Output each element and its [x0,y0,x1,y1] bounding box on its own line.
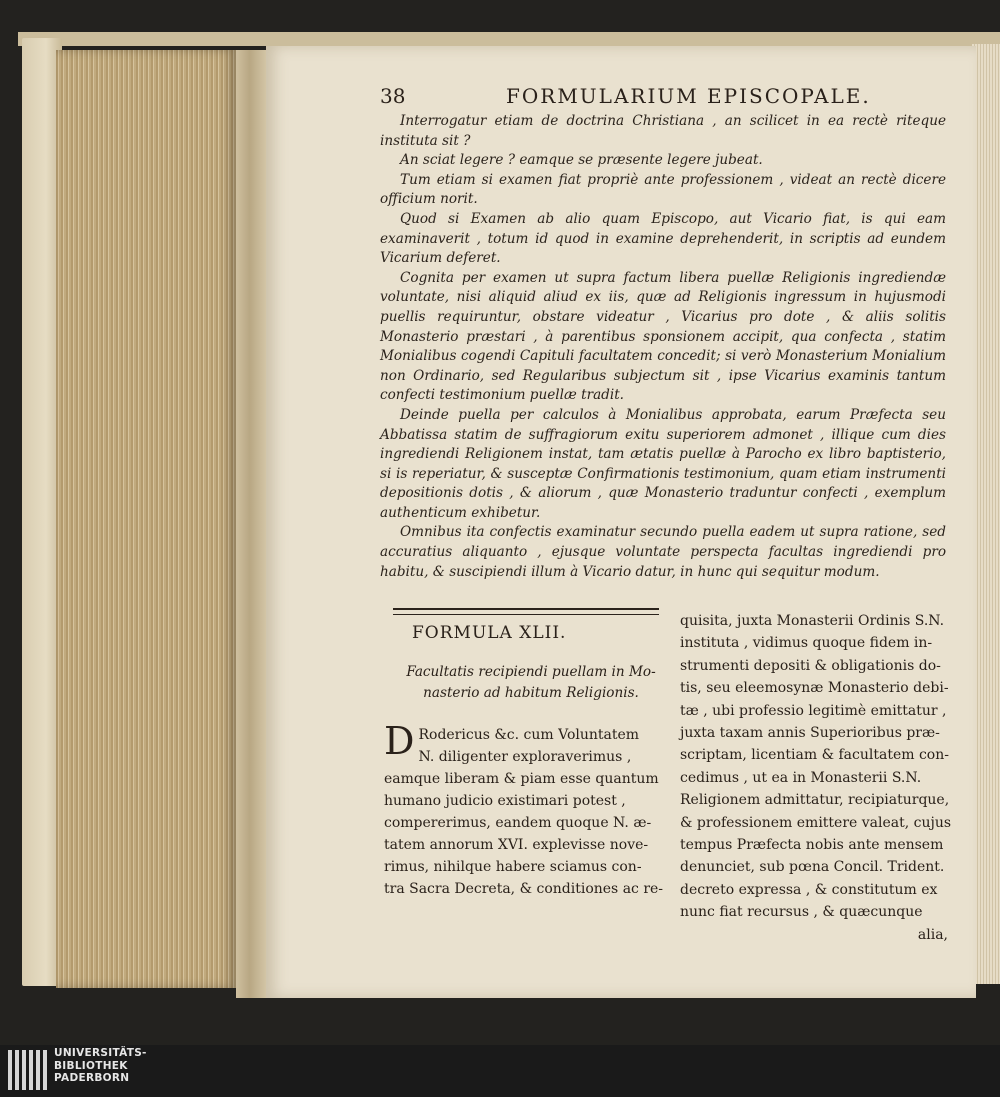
formula-left-column [384,719,666,900]
page-header [380,84,940,110]
text-line: juxta taxam annis Superioribus præ- [680,725,940,742]
text-line: & professionem emittere valeat, cujus [680,814,952,831]
text-line: scriptam, licentiam & facultatem con- [680,747,949,764]
logo-line: BIBLIOTHEK [54,1059,128,1072]
subheading-line: nasterio ad habitum Religionis. [423,685,639,701]
italic-text-block [380,112,946,582]
running-title: FORMULARIUM EPISCOPALE. [506,84,871,108]
logo-line: PADERBORN [54,1072,130,1084]
text-line: tæ , ubi professio legitimè emittatur , [680,702,947,719]
logo-line: UNIVERSITÄTS- [54,1047,147,1059]
text-line: strumenti depositi & obligationis do- [680,657,941,674]
section-rule-thin [393,614,659,615]
section-rule [393,608,659,610]
paragraph: An sciat legere ? eamque se præsente legere jubeat. [400,152,763,169]
book-gutter [236,50,270,998]
text-line: eamque liberam & piam esse quantum [384,771,659,787]
book-board-top [18,32,1000,46]
page-edges-right [972,44,1000,984]
paragraph: Omnibus ita confectis examinatur secundo puella eadem ut supra ratione, sed accuratius aliquanto , ejusque voluntate perspecta facultas ingrediendi pro habitu, & suscipiendi illum à Vicario datur, in hunc qui sequitur modum. [380,524,946,580]
page-number: 38 [380,84,406,108]
text-line: rimus, nihilque habere sciamus con- [384,859,642,875]
page-edges-left [56,50,236,988]
text-line: Rodericus &c. cum Voluntatem [418,727,640,743]
text-line: Religionem admittatur, recipiaturque, [680,792,950,809]
text-line: instituta , vidimus quoque fidem in- [680,635,933,652]
text-line: denunciet, sub pœna Concil. Trident. [680,859,945,876]
text-line: alia, [917,926,948,943]
university-library-barcode-logo-icon [8,1050,48,1090]
library-logo-text [54,1047,254,1085]
paragraph: Cognita per examen ut supra factum libera puellæ Religionis ingrediendæ voluntate, nisi aliquid aliud ex iis, quæ ad Religionis ingressum in hujusmodi puellis requiruntur, obstare videatur , Vicarius pro dote , & aliis solitis Monasterio præstari , à parentibus sponsionem accipit, qua confecta , statim Monialibus cogendi Capituli facultatem concedit; si verò Monasterium Monialium non Ordinario, sed Regularibus subjectum sit , ipse Vicarius examinis tantum confecti testimonium puellæ tradit. [380,269,946,404]
paragraph: Quod si Examen ab alio quam Episcopo, aut Vicario fiat, is qui eam examinaverit , totum id quod in examine deprehenderit, in scriptis ad eundem Vicarium deferet. [380,210,946,267]
subheading-line: Facultatis recipiendi puellam in Mo- [406,664,656,680]
text-line: tis, seu eleemosynæ Monasterio debi- [680,680,949,697]
text-line: compererimus, eandem quoque N. æ- [384,815,652,831]
formula-heading: FORMULA XLII. [412,623,567,643]
paragraph: Tum etiam si examen fiat propriè ante professionem , videat an rectè dicere officium norit. [380,171,946,208]
paragraph: Interrogatur etiam de doctrina Christiana , an scilicet in ea rectè riteque instituta sit ? [380,113,946,149]
formula-right-column [680,610,952,946]
text-line: nunc fiat recursus , & quæcunque [680,904,923,921]
text-line: cedimus , ut ea in Monasterii S.N. [680,769,922,786]
formula-subheading [396,662,666,704]
text-line: N. diligenter exploraverimus , [418,749,632,765]
drop-cap: D [384,719,415,763]
text-line: tempus Præfecta nobis ante mensem [680,837,944,854]
paragraph: Deinde puella per calculos à Monialibus approbata, earum Præfecta seu Abbatissa statim de suffragiorum exitu superiorem admonet , illique cum dies ingrediendi Religionem instat, tam ætatis puellæ à Parocho ex libro baptisterio, si is reperiatur, & susceptæ Confirmationis testimonium, quam etiam instrumenti depositionis dotis , & aliorum , quæ Monasterio traduntur confecti , exemplum authenticum exhibetur. [380,406,946,521]
text-line: tatem annorum XVI. explevisse nove- [384,837,649,853]
text-line: decreto expressa , & constitutum ex [680,881,938,898]
text-line: humano judicio existimari potest , [384,793,626,809]
text-line: tra Sacra Decreta, & conditiones ac re- [384,881,664,897]
text-line: quisita, juxta Monasterii Ordinis S.N. [680,613,945,629]
